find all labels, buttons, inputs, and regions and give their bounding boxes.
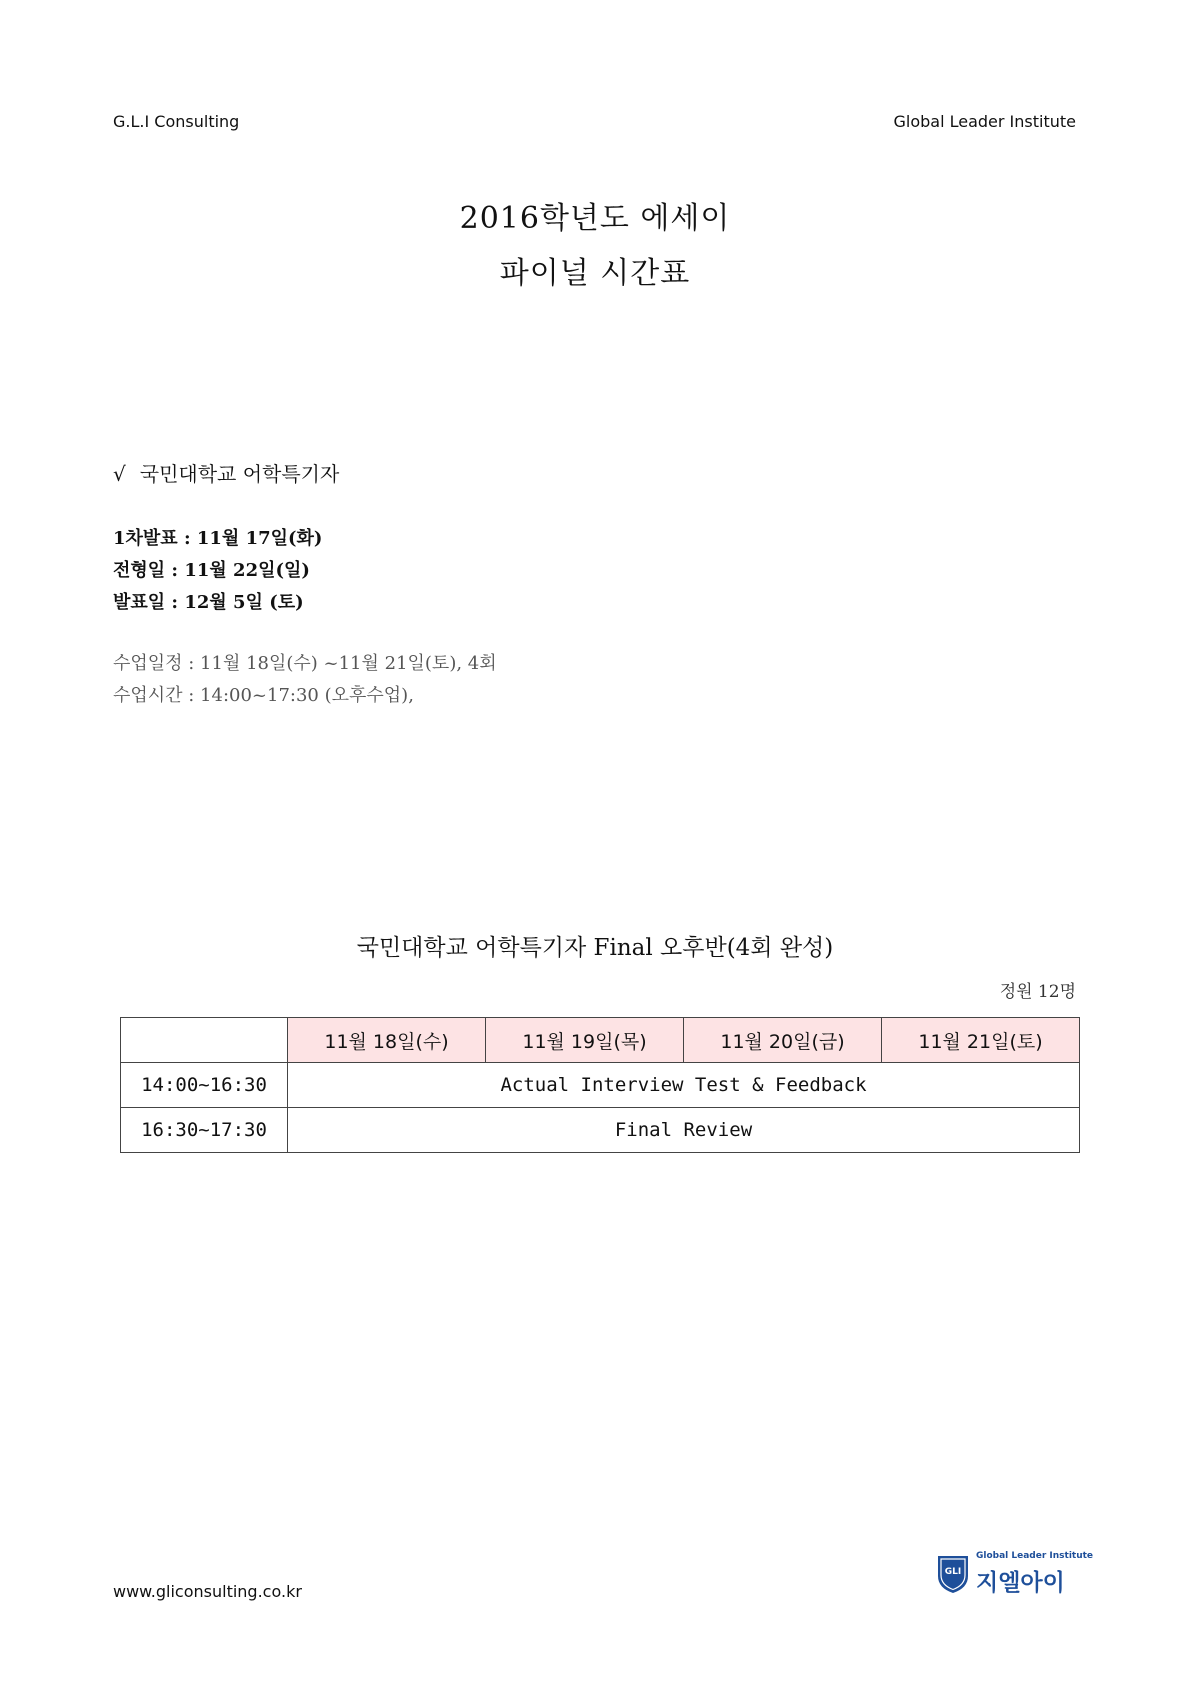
key-dates	[113, 523, 322, 619]
time-cell: 16:30~17:30	[121, 1108, 288, 1153]
check-icon: √	[113, 462, 126, 486]
header-right-text: Global Leader Institute	[893, 112, 1076, 131]
table-title: 국민대학교 어학특기자 Final 오후반(4회 완성)	[356, 935, 834, 961]
class-info	[113, 648, 497, 712]
capacity-note: 정원 12명	[999, 982, 1076, 1002]
gli-logo	[936, 1550, 1094, 1602]
schedule-table	[120, 1017, 1080, 1153]
shield-icon	[936, 1554, 970, 1594]
logo-brand: 지엘아이	[976, 1570, 1065, 1596]
day-header: 11월 18일(수)	[288, 1018, 486, 1063]
activity-cell: Final Review	[288, 1108, 1080, 1153]
class-schedule: 수업일정 : 11월 18일(수) ~11월 21일(토), 4회	[113, 653, 497, 674]
logo-badge-text: GLI	[944, 1567, 962, 1577]
table-header-row	[121, 1018, 1080, 1063]
header-left-text: G.L.I Consulting	[113, 112, 240, 131]
footer-url: www.gliconsulting.co.kr	[113, 1582, 302, 1601]
table-row	[121, 1108, 1080, 1153]
class-time: 수업시간 : 14:00~17:30 (오후수업),	[113, 685, 414, 706]
first-announcement: 1차발표 : 11월 17일(화)	[113, 528, 323, 549]
school-heading	[113, 458, 339, 487]
result-date: 발표일 : 12월 5일 (토)	[113, 592, 304, 613]
page-subtitle: 파이널 시간표	[499, 256, 691, 291]
school-name: 국민대학교 어학특기자	[139, 462, 340, 486]
day-header: 11월 21일(토)	[882, 1018, 1080, 1063]
page-title: 2016학년도 에세이	[459, 201, 731, 236]
table-row	[121, 1063, 1080, 1108]
time-cell: 14:00~16:30	[121, 1063, 288, 1108]
logo-tagline: Global Leader Institute	[976, 1551, 1094, 1561]
table-corner-cell	[121, 1018, 288, 1063]
day-header: 11월 19일(목)	[486, 1018, 684, 1063]
exam-date: 전형일 : 11월 22일(일)	[113, 560, 310, 581]
activity-cell: Actual Interview Test & Feedback	[288, 1063, 1080, 1108]
day-header: 11월 20일(금)	[684, 1018, 882, 1063]
